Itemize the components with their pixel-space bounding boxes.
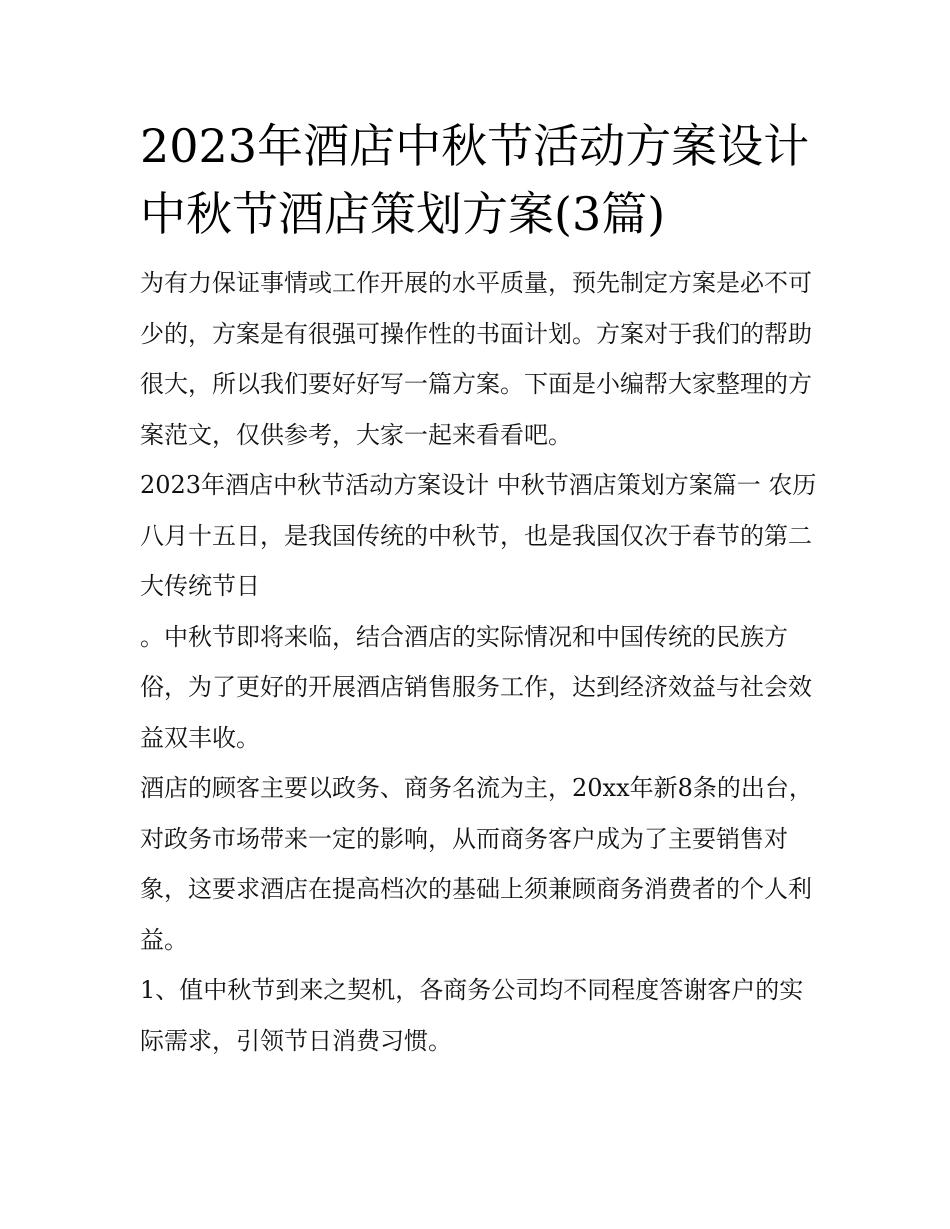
paragraph-intro: 为有力保证事情或工作开展的水平质量，预先制定方案是必不可少的，方案是有很强可操作性的书面计划。方案对于我们的帮助很大，所以我们要好好写一篇方案。下面是小编帮大家整理的方案范文，仅供参考，大家一起来看看吧。 [140, 269, 812, 449]
paragraph-section-one-intro: 2023年酒店中秋节活动方案设计 中秋节酒店策划方案篇一 农历八月十五日，是我国传统的中秋节，也是我国仅次于春节的第二大传统节日 [140, 471, 817, 600]
document-title: 2023年酒店中秋节活动方案设计 中秋节酒店策划方案(3篇) [140, 119, 810, 241]
document-body [140, 112, 820, 1066]
paragraph-customer-analysis: 酒店的顾客主要以政务、商务名流为主，20xx年新8条的出台，对政务市场带来一定的影响，从而商务客户成为了主要销售对象，这要求酒店在提高档次的基础上须兼顾商务消费者的个人利益。 [140, 774, 813, 954]
paragraph-festival-background: 。中秋节即将来临，结合酒店的实际情况和中国传统的民族方俗，为了更好的开展酒店销售服务工作，达到经济效益与社会效益双丰收。 [140, 622, 812, 752]
paragraph-item-one: 1、值中秋节到来之契机，各商务公司均不同程度答谢客户的实际需求，引领节日消费习惯。 [140, 976, 804, 1055]
